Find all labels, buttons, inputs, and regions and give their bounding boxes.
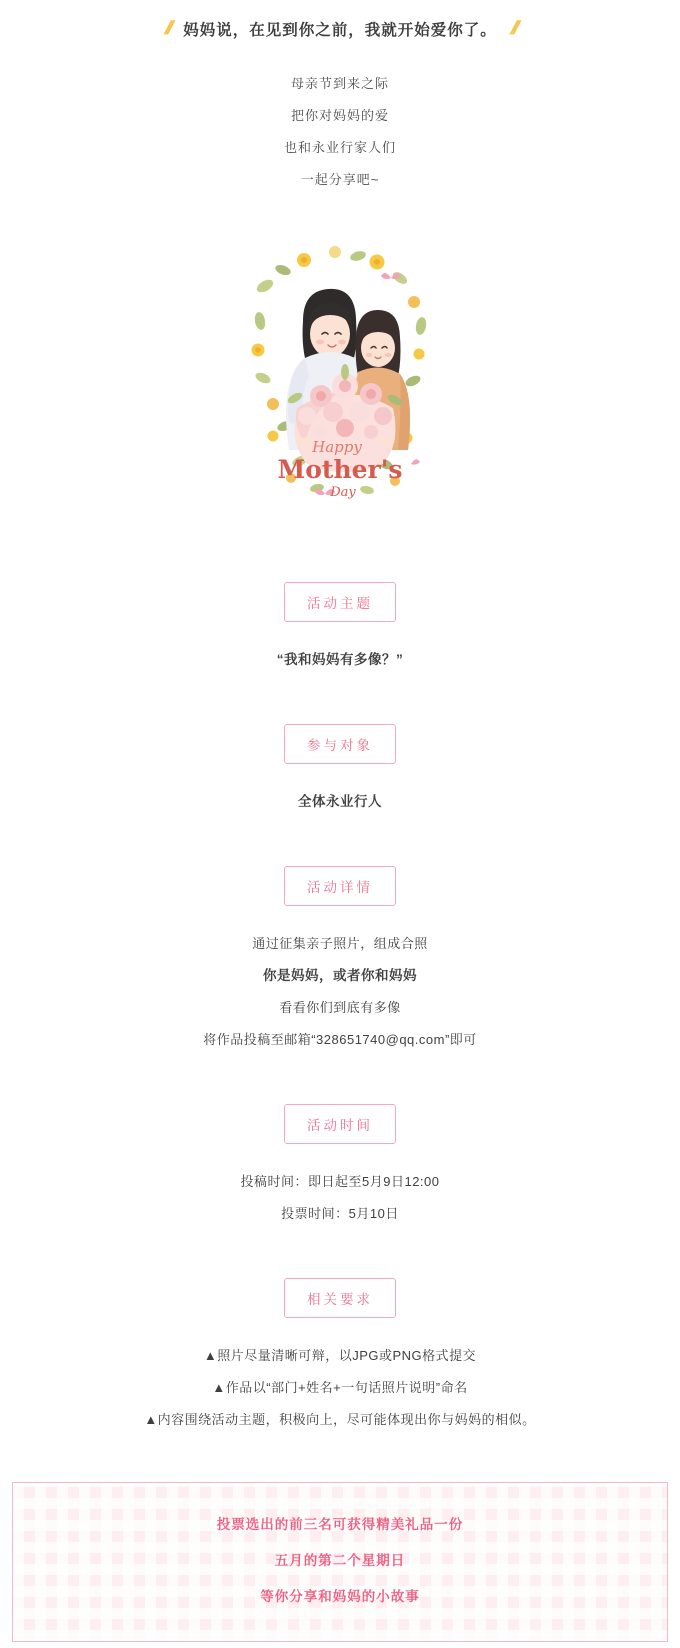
footer-line: 投票选出的前三名可获得精美礼品一份 bbox=[216, 1517, 464, 1532]
slash-right-icon: // bbox=[509, 18, 517, 39]
section-badge: 相关要求 bbox=[284, 1278, 396, 1318]
footer-line: 等你分享和妈妈的小故事 bbox=[260, 1589, 420, 1604]
footer-highlight-block bbox=[12, 1482, 668, 1642]
section-badge: 参与对象 bbox=[284, 724, 396, 764]
section-activity-time bbox=[0, 1104, 680, 1230]
badge-wrap bbox=[0, 1278, 680, 1318]
mother-and-daughter-bouquet-icon bbox=[225, 226, 455, 516]
illustration-caption-script: Happy bbox=[312, 438, 362, 456]
illustration-container bbox=[0, 196, 680, 534]
section-text: 投稿时间：即日起至5月9日12:00 bbox=[240, 1174, 440, 1189]
section-text: ▲内容围绕活动主题，积极向上，尽可能体现出你与妈妈的相似。 bbox=[144, 1412, 536, 1427]
section-text: ▲作品以“部门+姓名+一句话照片说明”命名 bbox=[212, 1380, 468, 1395]
illustration-caption-main: Mother's bbox=[277, 455, 403, 484]
section-badge: 活动主题 bbox=[284, 582, 396, 622]
badge-wrap bbox=[0, 866, 680, 906]
section-text: “我和妈妈有多像？” bbox=[276, 652, 404, 667]
intro-block bbox=[0, 54, 680, 196]
badge-wrap bbox=[0, 1104, 680, 1144]
intro-line: 把你对妈妈的爱 bbox=[290, 108, 389, 123]
section-badge: 活动时间 bbox=[284, 1104, 396, 1144]
section-requirements bbox=[0, 1278, 680, 1436]
badge-wrap bbox=[0, 724, 680, 764]
section-activity-theme bbox=[0, 582, 680, 676]
section-activity-details bbox=[0, 866, 680, 1056]
slash-left-icon: // bbox=[163, 18, 171, 39]
intro-line: 母亲节到来之际 bbox=[290, 76, 389, 91]
intro-line: 也和永业行家人们 bbox=[283, 140, 396, 155]
page-header bbox=[0, 0, 680, 54]
section-text: 通过征集亲子照片，组成合照 bbox=[252, 936, 428, 951]
intro-line: 一起分享吧~ bbox=[300, 172, 380, 187]
section-badge: 活动详情 bbox=[284, 866, 396, 906]
footer-line: 五月的第二个星期日 bbox=[274, 1553, 406, 1568]
section-participants bbox=[0, 724, 680, 818]
badge-wrap bbox=[0, 582, 680, 622]
page-title: 妈妈说，在见到你之前，我就开始爱你了。 bbox=[183, 22, 497, 39]
section-text: 投票时间：5月10日 bbox=[281, 1206, 399, 1221]
section-text-email: 将作品投稿至邮箱“328651740@qq.com”即可 bbox=[203, 1032, 477, 1047]
illustration-caption-sub: Day bbox=[330, 485, 356, 500]
section-text: 全体永业行人 bbox=[298, 794, 382, 809]
section-text: 看看你们到底有多像 bbox=[279, 1000, 401, 1015]
section-text: ▲照片尽量清晰可辩，以JPG或PNG格式提交 bbox=[203, 1348, 477, 1363]
section-text: 你是妈妈，或者你和妈妈 bbox=[263, 968, 417, 983]
